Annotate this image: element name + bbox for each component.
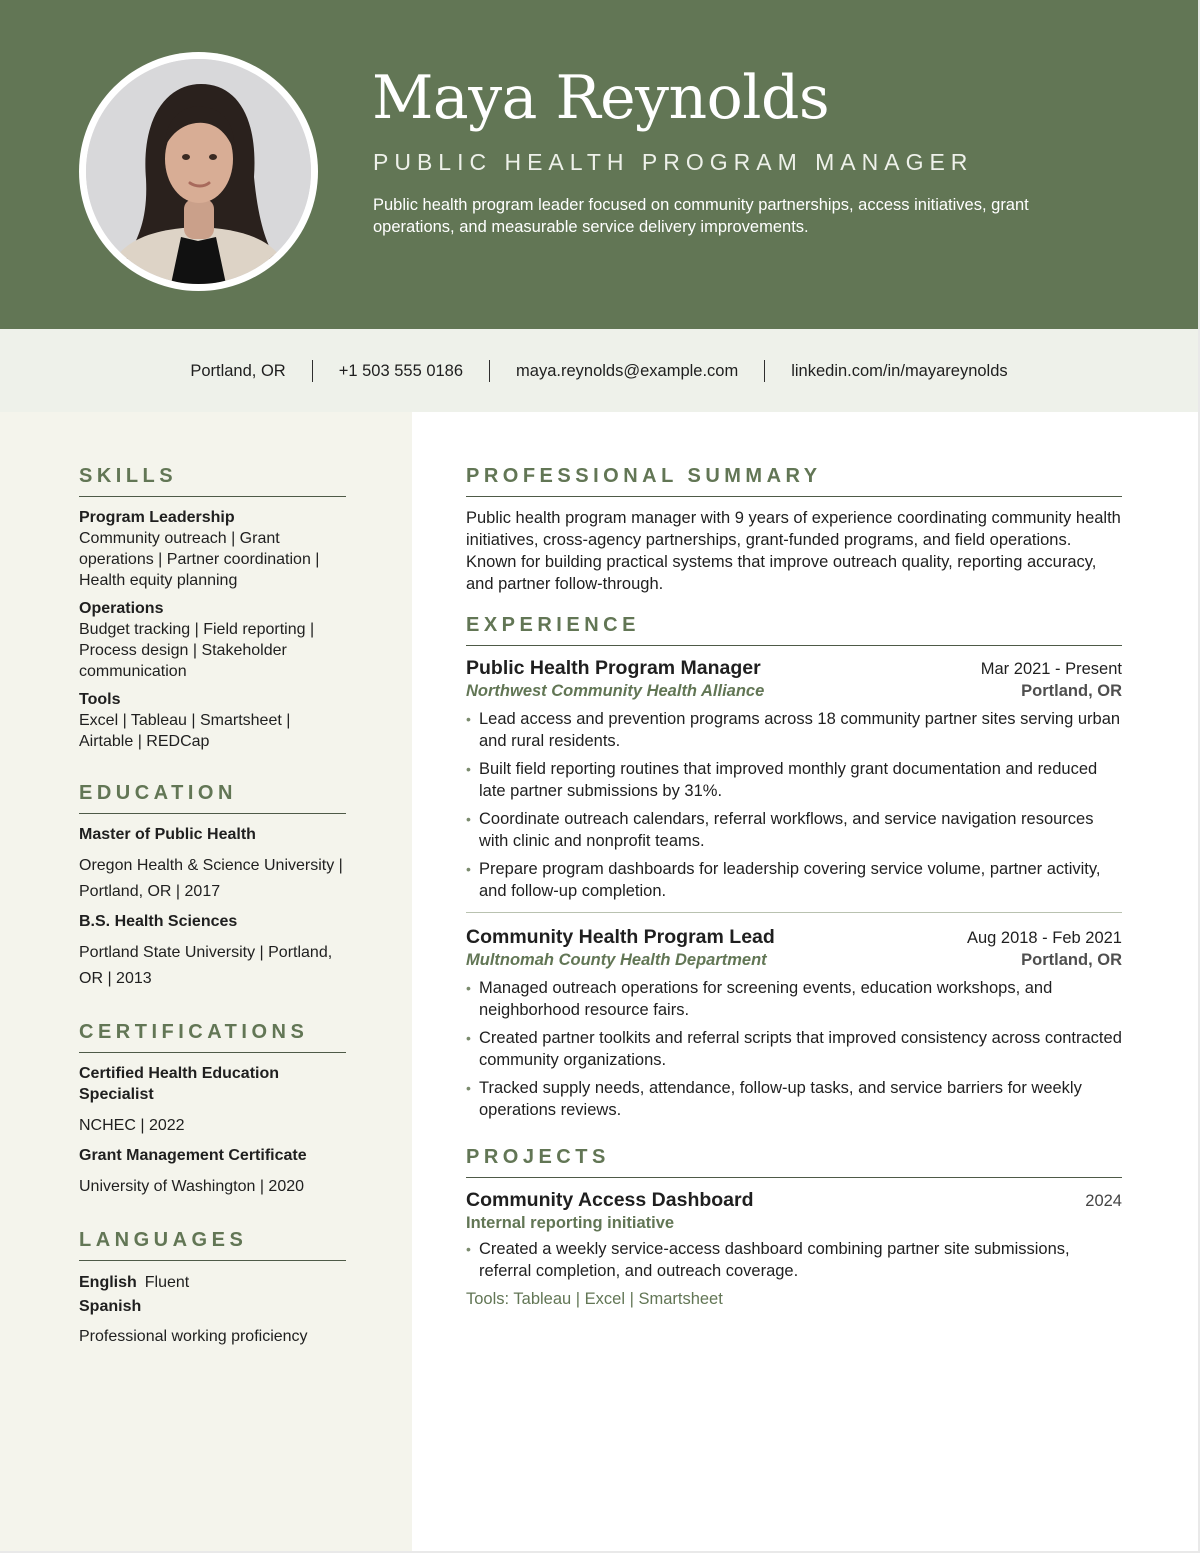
- certification-detail: NCHEC | 2022: [79, 1117, 185, 1134]
- contact-location: Portland, OR: [190, 361, 286, 380]
- job-dates: Mar 2021 - Present: [980, 660, 1122, 678]
- job-header: [466, 925, 1122, 949]
- project-tools: Tools: Tableau | Excel | Smartsheet: [466, 1290, 723, 1308]
- contact-linkedin[interactable]: linkedin.com/in/mayareynolds: [791, 361, 1008, 380]
- candidate-title: PUBLIC HEALTH PROGRAM MANAGER: [373, 149, 974, 175]
- contact-email[interactable]: maya.reynolds@example.com: [516, 361, 739, 380]
- job-location: Portland, OR: [1021, 951, 1122, 969]
- skill-group-items: Community outreach | Grant operations | Partner coordination | Health equity planning: [79, 530, 320, 589]
- job-subheader: [466, 949, 1122, 971]
- bullet-item: • Managed outreach operations for screening events, education workshops, and neighborhood resource fairs.: [466, 977, 1122, 1021]
- bullet-item: • Built field reporting routines that improved monthly grant documentation and reduced late partner submissions by 31%.: [466, 758, 1122, 802]
- education-detail: Oregon Health & Science University | Portland, OR | 2017: [79, 857, 343, 900]
- header-banner: [0, 0, 1198, 329]
- profile-photo: [86, 59, 311, 284]
- project-entry: [466, 1188, 1122, 1310]
- language-name: Spanish: [79, 1298, 142, 1315]
- spacer: [79, 759, 346, 781]
- certification-name: Grant Management Certificate: [79, 1147, 307, 1164]
- summary-heading: PROFESSIONAL SUMMARY: [466, 464, 1122, 497]
- education-detail: Portland State University | Portland, OR | 2013: [79, 944, 333, 987]
- language-row: [79, 1271, 346, 1295]
- projects-heading: PROJECTS: [466, 1145, 1122, 1178]
- bullet-item: • Coordinate outreach calendars, referral workflows, and service navigation resources with clinic and nonprofit teams.: [466, 808, 1122, 852]
- education-degree: B.S. Health Sciences: [79, 913, 238, 930]
- contact-phone[interactable]: +1 503 555 0186: [338, 361, 464, 380]
- language-name: English: [79, 1274, 137, 1291]
- sidebar: [0, 412, 412, 1551]
- job-role: Public Health Program Manager: [466, 657, 761, 679]
- skill-group-name: Program Leadership: [79, 509, 235, 526]
- candidate-tagline: Public health program leader focused on community partnerships, access initiatives, grant operations, and measurable service delivery improvements.: [373, 196, 1029, 236]
- education-heading: EDUCATION: [79, 781, 346, 814]
- skill-group-name: Tools: [79, 691, 121, 708]
- spacer: [79, 1206, 346, 1228]
- job-bullets: [466, 708, 1122, 902]
- bullet-item: • Lead access and prevention programs across 18 community partner sites serving urban and rural residents.: [466, 708, 1122, 752]
- job-divider: [466, 912, 1122, 913]
- skill-group-items: Excel | Tableau | Smartsheet | Airtable | REDCap: [79, 712, 291, 750]
- candidate-name: Maya Reynolds: [372, 63, 830, 133]
- bullet-item: • Prepare program dashboards for leadership covering service volume, partner activity, and follow-up completion.: [466, 858, 1122, 902]
- job-entry: [466, 656, 1122, 902]
- sidebar-content: [79, 464, 346, 1349]
- summary-text: Public health program manager with 9 years of experience coordinating community health initiatives, cross-agency partnerships, grant-funded programs, and field operations. Known for building practical systems that improve outreach quality, reporting accuracy, and partner follow-through.: [466, 509, 1121, 593]
- language-level: Professional working proficiency: [79, 1328, 308, 1345]
- certification-detail: University of Washington | 2020: [79, 1178, 305, 1195]
- languages-heading: LANGUAGES: [79, 1228, 346, 1261]
- bullet-item: • Tracked supply needs, attendance, follow-up tasks, and service barriers for weekly operations reviews.: [466, 1077, 1122, 1121]
- main-content: [466, 464, 1122, 1310]
- spacer: [466, 1127, 1122, 1145]
- project-name: Community Access Dashboard: [466, 1189, 754, 1211]
- job-organization: Northwest Community Health Alliance: [466, 682, 765, 700]
- project-bullets: [466, 1238, 1122, 1282]
- skill-group: [79, 507, 346, 591]
- profile-photo-frame: [79, 52, 318, 291]
- skill-group-items: Budget tracking | Field reporting | Process design | Stakeholder communication: [79, 621, 315, 680]
- job-bullets: [466, 977, 1122, 1121]
- bullet-item: • Created a weekly service-access dashboard combining partner site submissions, referral completion, and outreach coverage.: [466, 1238, 1122, 1282]
- job-role: Community Health Program Lead: [466, 926, 775, 948]
- skill-group-name: Operations: [79, 600, 164, 617]
- project-header: [466, 1188, 1122, 1212]
- job-entry: [466, 925, 1122, 1121]
- project-year: 2024: [1085, 1192, 1122, 1210]
- language-level: Fluent: [144, 1274, 190, 1291]
- language-row: [79, 1295, 346, 1319]
- spacer: [79, 998, 346, 1020]
- skill-group: [79, 689, 346, 752]
- project-subtitle: Internal reporting initiative: [466, 1214, 675, 1232]
- job-organization: Multnomah County Health Department: [466, 951, 767, 969]
- skill-group: [79, 598, 346, 682]
- job-subheader: [466, 680, 1122, 702]
- job-location: Portland, OR: [1021, 682, 1122, 700]
- bullet-item: • Created partner toolkits and referral scripts that improved consistency across contracted community organizations.: [466, 1027, 1122, 1071]
- contact-bar: [0, 329, 1198, 412]
- job-header: [466, 656, 1122, 680]
- certification-name: Certified Health Education Specialist: [79, 1065, 280, 1103]
- experience-heading: EXPERIENCE: [466, 613, 1122, 646]
- education-degree: Master of Public Health: [79, 826, 256, 843]
- woman-portrait-icon: [86, 59, 311, 284]
- certifications-heading: CERTIFICATIONS: [79, 1020, 346, 1053]
- skills-heading: SKILLS: [79, 464, 346, 497]
- job-dates: Aug 2018 - Feb 2021: [966, 929, 1122, 947]
